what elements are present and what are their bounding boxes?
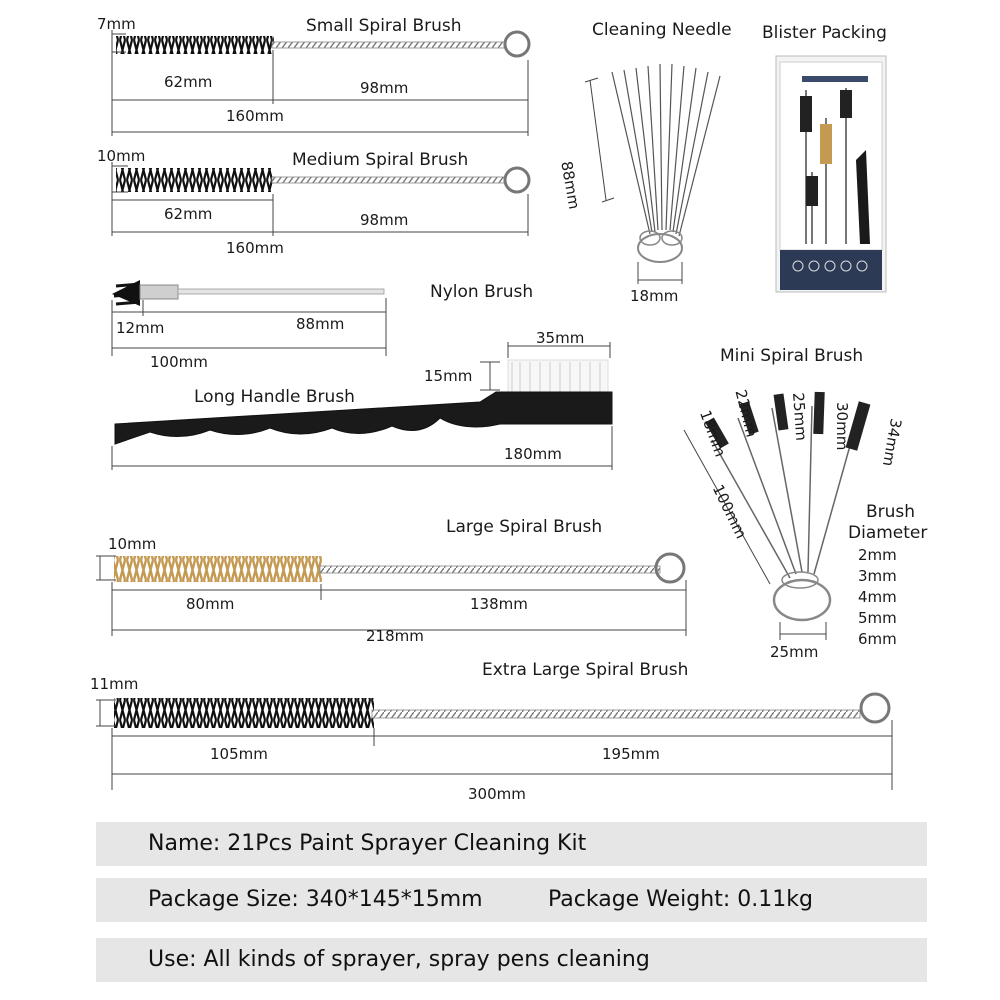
mini-spiral-length-34: 34mm (878, 417, 905, 468)
blister-packing-title: Blister Packing (762, 23, 887, 43)
nylon-shaft-length: 88mm (296, 315, 345, 333)
cleaning-needle-length: 88mm (557, 159, 584, 211)
extra-large-spiral-total-length: 300mm (468, 785, 526, 803)
mini-spiral-length-25: 25mm (789, 391, 811, 442)
brush-diameter-value: 2mm (858, 546, 897, 564)
product-use: Use: All kinds of sprayer, spray pens cleaning (148, 947, 650, 972)
nylon-head-length: 12mm (116, 319, 165, 337)
cleaning-needles (585, 64, 720, 284)
mini-spiral-length-30: 30mm (833, 402, 851, 451)
large-spiral-wire-length: 138mm (470, 595, 528, 613)
brush-diameter-value: 3mm (858, 567, 897, 585)
medium-spiral-brush-length: 62mm (164, 205, 213, 223)
brush-diameter-title-line1: Brush (866, 502, 916, 522)
small-spiral-brush-title: Small Spiral Brush (306, 16, 462, 36)
medium-spiral-brush-title: Medium Spiral Brush (292, 150, 469, 170)
small-spiral-total-length: 160mm (226, 107, 284, 125)
nylon-brush-title: Nylon Brush (430, 282, 534, 302)
brush-diameter-value: 6mm (858, 630, 897, 648)
medium-spiral-total-length: 160mm (226, 239, 284, 257)
long-handle-total-length: 180mm (504, 445, 562, 463)
cleaning-needle-ring-size: 18mm (630, 287, 679, 305)
small-spiral-diameter: 7mm (97, 15, 136, 33)
long-handle-bristle-width: 35mm (536, 329, 585, 347)
large-spiral-brush-length: 80mm (186, 595, 235, 613)
cleaning-needle-title: Cleaning Needle (592, 20, 732, 40)
small-spiral-brush-length: 62mm (164, 73, 213, 91)
nylon-total-length: 100mm (150, 353, 208, 371)
large-spiral-brush-title: Large Spiral Brush (446, 517, 603, 537)
extra-large-spiral-brush-title: Extra Large Spiral Brush (482, 660, 689, 680)
large-spiral-brush (96, 554, 686, 636)
brush-diameter-value: 4mm (858, 588, 897, 606)
brush-diameter-value: 5mm (858, 609, 897, 627)
medium-spiral-wire-length: 98mm (360, 211, 409, 229)
medium-spiral-brush (112, 162, 529, 236)
extra-large-spiral-brush (96, 694, 892, 790)
mini-spiral-ring-size: 25mm (770, 643, 819, 661)
extra-large-spiral-brush-length: 105mm (210, 745, 268, 763)
blister-package-image (776, 56, 886, 292)
mini-spiral-length-22: 22mm (731, 387, 761, 439)
long-handle-bristle-height: 15mm (424, 367, 473, 385)
package-weight: Package Weight: 0.11kg (548, 887, 813, 912)
large-spiral-total-length: 218mm (366, 627, 424, 645)
small-spiral-wire-length: 98mm (360, 79, 409, 97)
medium-spiral-diameter: 10mm (97, 147, 146, 165)
package-size: Package Size: 340*145*15mm (148, 887, 483, 912)
mini-spiral-brush-title: Mini Spiral Brush (720, 346, 864, 366)
large-spiral-diameter: 10mm (108, 535, 157, 553)
info-bar-name (96, 822, 927, 866)
product-name: Name: 21Pcs Paint Sprayer Cleaning Kit (148, 831, 587, 856)
mini-spiral-handle-length: 100mm (708, 481, 751, 542)
mini-spiral-length-18: 18mm (696, 407, 730, 460)
info-bar-use (96, 938, 927, 982)
nylon-brush (112, 280, 386, 356)
info-bar-package (96, 878, 927, 922)
extra-large-spiral-wire-length: 195mm (602, 745, 660, 763)
extra-large-spiral-diameter: 11mm (90, 675, 139, 693)
long-handle-brush-title: Long Handle Brush (194, 387, 355, 407)
brush-diameter-title-line2: Diameter (848, 523, 928, 543)
